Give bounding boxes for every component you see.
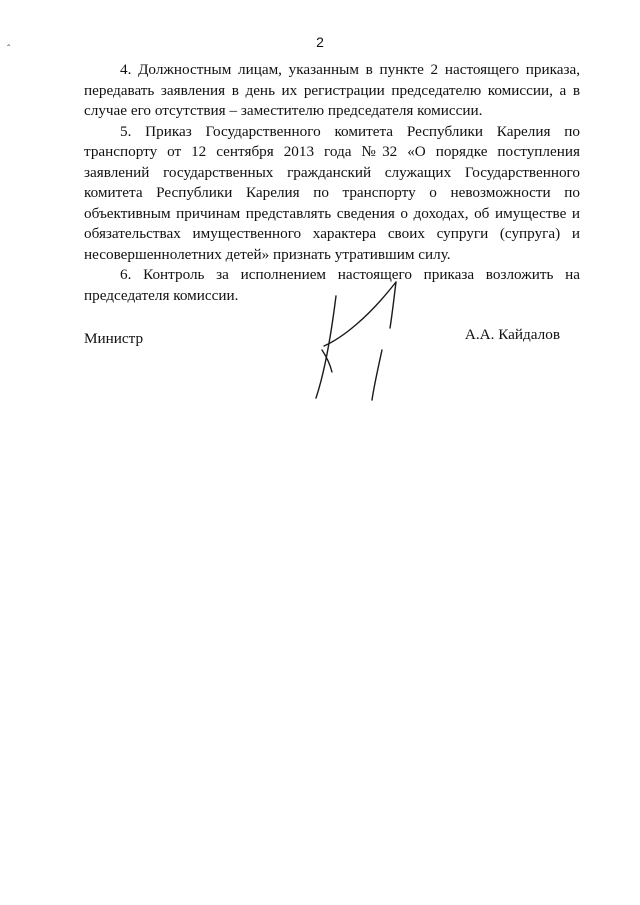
margin-mark: ˆ: [7, 44, 11, 55]
signature-block: [84, 326, 560, 366]
signatory-title: Министр: [84, 330, 144, 347]
paragraph-item-6: 6. Контроль за исполнением настоящего приказа возложить на председателя комиссии.: [84, 266, 580, 304]
paragraph-item-4: 4. Должностным лицам, указанным в пункте 2 настоящего приказа, передавать заявления в день их регистрации председателю комиссии, а в случае его отсутствия – заместителю председателя комиссии.: [84, 61, 580, 119]
page-number: 2: [316, 34, 324, 50]
signatory-name: А.А. Кайдалов: [464, 326, 560, 343]
paragraph-item-5: 5. Приказ Государственного комитета Республики Карелия по транспорту от 12 сентября 2013 года №32 «О порядке поступления заявлений государственных гражданский служащих Государственного комитета Республики Карелия по транспорту о невозможности по объективным причинам представлять сведения о доходах, об имуществе и обязательствах имущественного характера своих супруги (супруга) и несовершеннолетних детей» признать утратившим силу.: [84, 122, 580, 263]
